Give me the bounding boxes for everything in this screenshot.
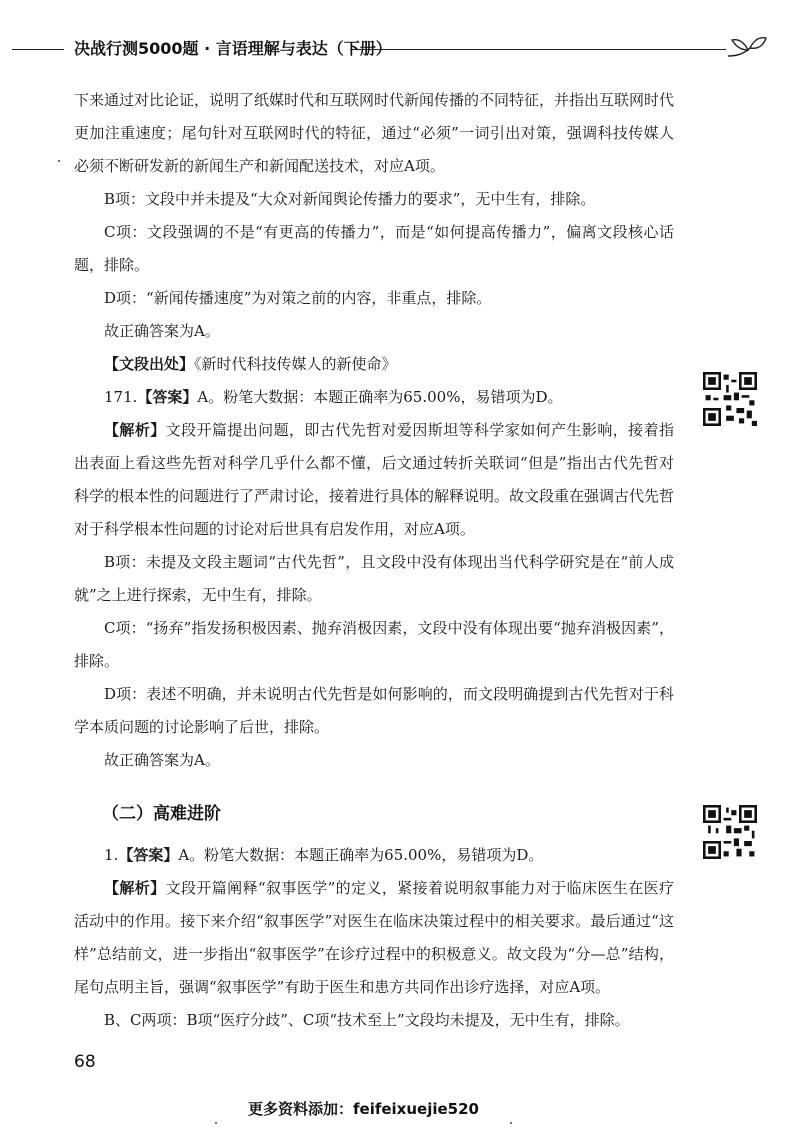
section-heading: （二）高难进阶 [102, 804, 221, 824]
option-analysis: B项：未提及文段主题词“古代先哲”，且文段中没有体现出当代科学研究是在“前人成就”之上进行探索，无中生有，排除。 [74, 553, 674, 604]
option-analysis: B、C两项：B项“医疗分歧”、C项“技术至上”文段均未提及，无中生有，排除。 [104, 1011, 630, 1029]
question-number: 1. [104, 846, 119, 864]
analysis-label: 【解析】 [104, 421, 166, 439]
book-title: 决战行测5000题 · 言语理解与表达（下册） [74, 39, 392, 58]
paragraph: 下来通过对比论证，说明了纸媒时代和互联网时代新闻传播的不同特征，并指出互联网时代更加注重速度；尾句针对互联网时代的特征，通过“必须”一词引出对策，强调科技传媒人必须不断研发新的新闻生产和新闻配送技术，对应A项。 [74, 91, 675, 175]
source-title: 《新时代科技传媒人的新使命》 [194, 355, 397, 373]
qr-code-icon[interactable] [703, 805, 757, 859]
paragraph: C项：文段强调的不是“有更高的传播力”，而是“如何提高传播力”，偏离文段核心话题，排除。 [74, 223, 674, 274]
page-number: 68 [74, 1052, 96, 1072]
analysis-paragraph-171 [74, 414, 674, 546]
running-header [0, 34, 800, 64]
paragraph: B项：文段中并未提及“大众对新闻舆论传播力的要求”，无中生有，排除。 [104, 190, 596, 208]
scan-speck [215, 1122, 217, 1124]
header-rule-left [12, 49, 64, 50]
scan-speck [58, 160, 60, 162]
answer-label: 【答案】 [137, 388, 198, 406]
source-label: 【文段出处】 [104, 355, 195, 373]
qr-code-icon[interactable] [703, 372, 757, 426]
header-rule-right [350, 49, 726, 50]
analysis-text: 文段开篇提出问题，即古代先哲对爱因斯坦等科学家如何产生影响，接着指出表面上看这些先哲对科学几乎什么都不懂，后文通过转折关联词“但是”指出古代先哲对科学的根本性的问题进行了严肃讨论，接着进行具体的解释说明。故文段重在强调古代先哲对于科学根本性问题的讨论对后世具有启发作用，对应A项。 [74, 421, 675, 538]
question-number: 171. [104, 388, 138, 406]
page-content [74, 84, 674, 1037]
source-line [74, 348, 674, 381]
paragraph: 故正确答案为A。 [104, 322, 220, 340]
analysis-paragraph-1 [74, 872, 674, 1004]
option-analysis: C项：“扬弃”指发扬积极因素、抛弃消极因素，文段中没有体现出要“抛弃消极因素”，排除。 [74, 619, 674, 670]
sprout-icon [728, 34, 768, 62]
answer-text: A。粉笔大数据：本题正确率为65.00%，易错项为D。 [197, 388, 563, 406]
answer-line-1 [74, 839, 674, 872]
analysis-label: 【解析】 [104, 879, 166, 897]
answer-line-171 [74, 381, 674, 414]
scan-speck [510, 1122, 512, 1124]
paragraph: D项：“新闻传播速度”为对策之前的内容，非重点，排除。 [104, 289, 492, 307]
answer-label: 【答案】 [118, 846, 179, 864]
conclusion: 故正确答案为A。 [104, 751, 220, 769]
option-analysis: D项：表述不明确，并未说明古代先哲是如何影响的，而文段明确提到古代先哲对于科学本质问题的讨论影响了后世，排除。 [74, 685, 674, 736]
answer-text: A。粉笔大数据：本题正确率为65.00%，易错项为D。 [178, 846, 544, 864]
footer-note: 更多资料添加：feifeixuejie520 [248, 1100, 479, 1118]
analysis-text: 文段开篇阐释“叙事医学”的定义，紧接着说明叙事能力对于临床医生在医疗活动中的作用。接下来介绍“叙事医学”对医生在临床决策过程中的相关要求。最后通过“这样”总结前文，进一步指出“叙事医学”在诊疗过程中的积极意义。故文段为“分—总”结构，尾句点明主旨，强调“叙事医学”有助于医生和患方共同作出诊疗选择，对应A项。 [74, 879, 674, 996]
